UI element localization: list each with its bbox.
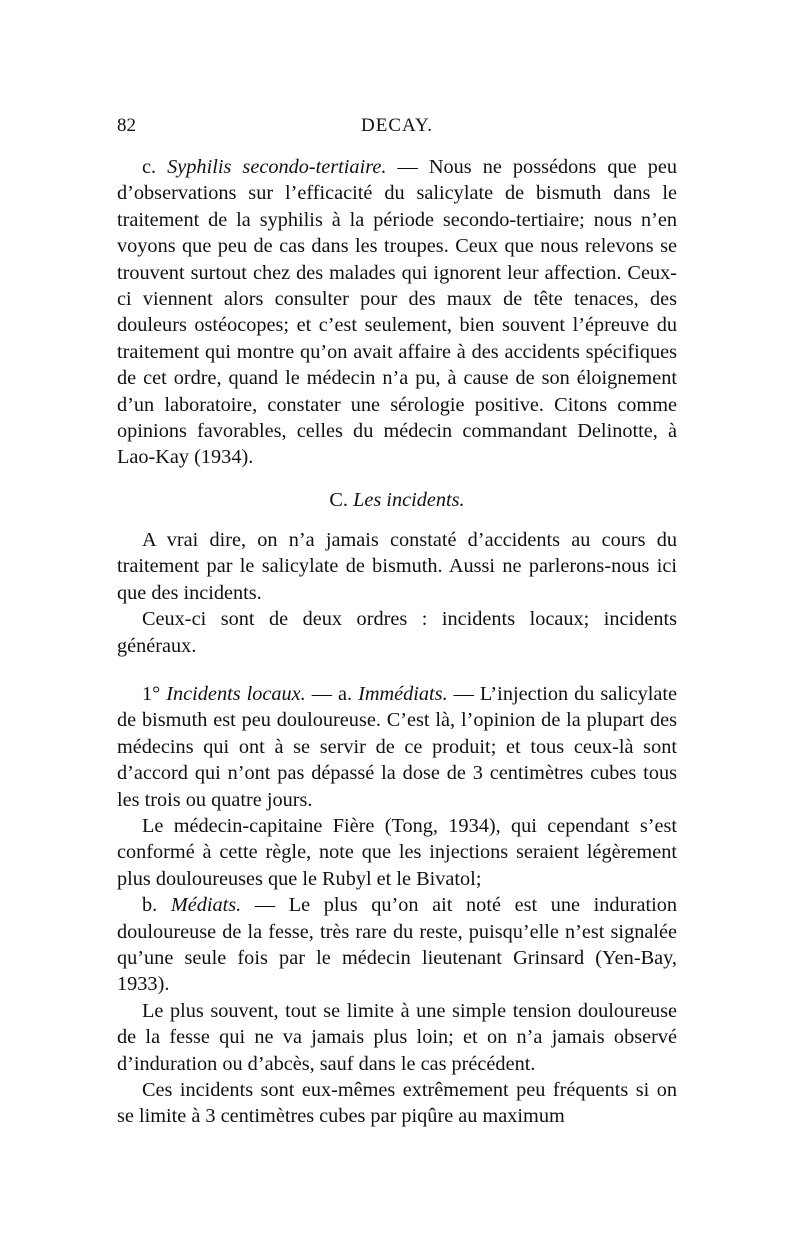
section-title: Les incidents. [353, 488, 465, 511]
paragraph-syphilis-secondo-tertiaire [117, 154, 677, 471]
paragraph-mediats [117, 892, 677, 998]
paragraph-ces-incidents: Ces incidents sont eux-mêmes extrêmement peu fréquents si on se limite à 3 centimètres cubes par piqûre au maximum [117, 1079, 677, 1128]
paragraph-text: — L’injection du salicylate de bismuth est peu douloureuse. C’est là, l’opinion de la plupart des médecins qui ont à se servir de ce produit; et tous ceux-là sont d’accord qui n’ont pas dépassé la dose de 3 centimètres cubes tous les trois ou quatre jours. [117, 682, 677, 811]
paragraph-text: — Le plus qu’on ait noté est une induration douloureuse de la fesse, très rare du reste, puisqu’elle n’est signalée qu’une seule fois par le médecin lieutenant Grinsard (Yen-Bay, 1933). [117, 894, 677, 996]
paragraph-fiere: Le médecin-capitaine Fière (Tong, 1934), qui cependant s’est conformé à cette règle, note que les injections seraient légèrement plus douloureuses que le Rubyl et le Bivatol; [117, 814, 677, 890]
paragraph-incidents-locaux [117, 681, 677, 813]
page [117, 114, 677, 1130]
spacer [117, 659, 677, 681]
paragraph-intro-2: Ceux-ci sont de deux ordres : incidents locaux; incidents généraux. [117, 608, 677, 657]
subsection-label-c: c. [142, 156, 157, 178]
running-head [117, 114, 677, 138]
page-number: 82 [117, 115, 136, 136]
section-label: C. [329, 488, 348, 511]
section-heading-incidents [117, 487, 677, 513]
running-title: DECAY. [361, 115, 433, 136]
subsection-title-syphilis: Syphilis secondo-tertiaire. [167, 156, 387, 178]
item-subtitle-immediats: Immédiats. [358, 682, 448, 705]
paragraph-text: — Nous ne possédons que peu d’observations sur l’efficacité du salicylate de bismuth dans le traitement de la syphilis à la période secondo-tertiaire; nous n’en voyons que peu de cas dans les troupes. Ceux que nous relevons se trouvent surtout chez des malades qui ignorent leur affection. Ceux-ci viennent alors consulter pour des maux de tête tenaces, des douleurs ostéocopes; et c’est seulement, bien souvent l’épreuve du traitement qui montre qu’on avait affaire à des accidents spécifiques de cet ordre, quand le médecin n’a pu, à cause de son éloignement d’un laboratoire, constater une sérologie positive. Citons comme opinions favorables, celles du médecin commandant Delinotte, à Lao-Kay (1934). [117, 156, 677, 469]
item-dash: — a. [305, 682, 359, 705]
item-label-b: b. [142, 894, 158, 917]
item-title-incidents-locaux: Incidents locaux. [166, 682, 306, 705]
item-title-mediats: Médiats. [170, 894, 242, 917]
paragraph-plus-souvent: Le plus souvent, tout se limite à une simple tension douloureuse de la fesse qui ne va jamais plus loin; et on n’a jamais observé d’induration ou d’abcès, sauf dans le cas précédent. [117, 999, 677, 1075]
paragraph-intro-1: A vrai dire, on n’a jamais constaté d’accidents au cours du traitement par le salicylate de bismuth. Aussi ne parlerons-nous ici que des incidents. [117, 528, 677, 604]
item-number: 1° [142, 682, 161, 705]
